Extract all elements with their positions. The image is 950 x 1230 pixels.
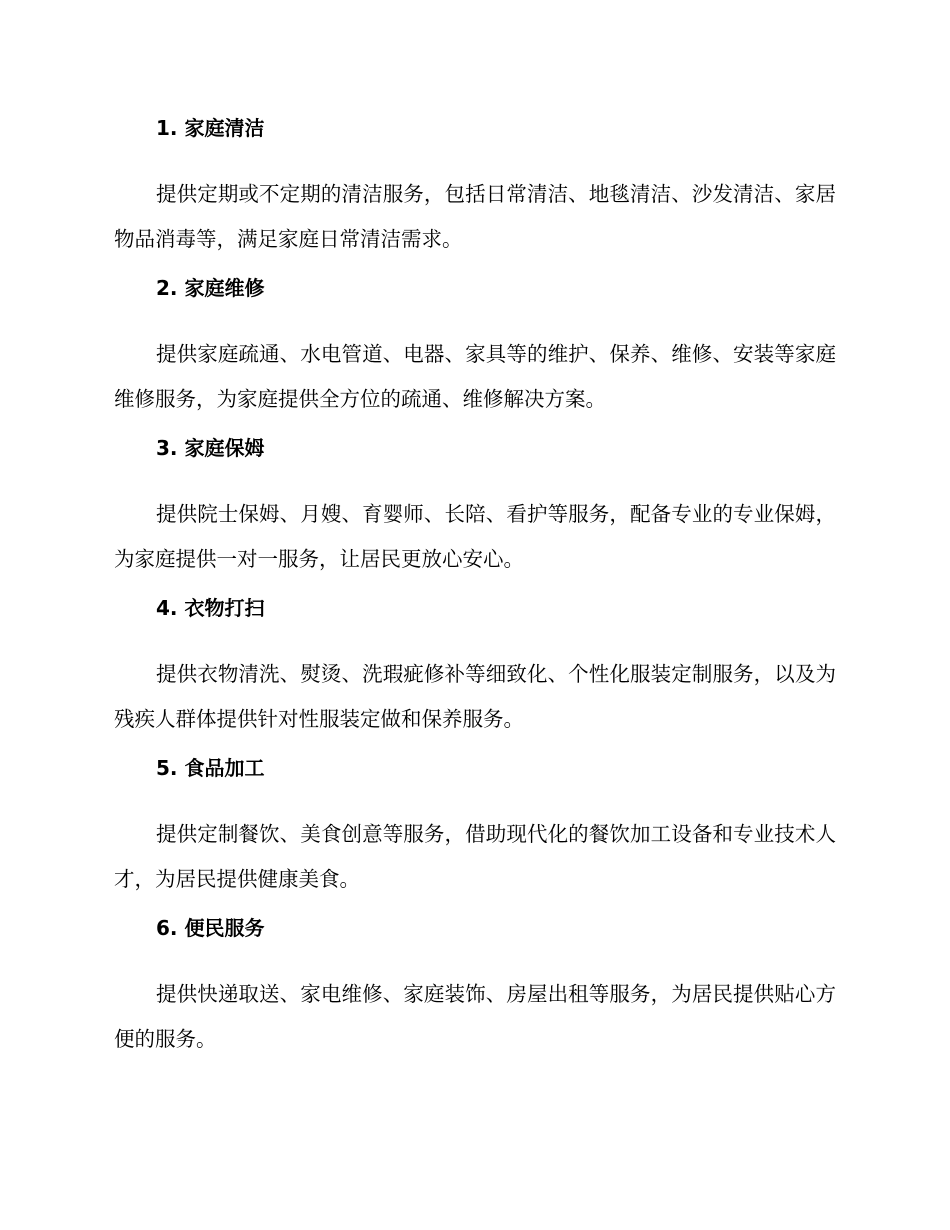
section-food-processing [114, 754, 836, 902]
section-clothing-care [114, 594, 836, 742]
section-heading: 1. 家庭清洁 [156, 116, 265, 140]
section-paragraph: 提供家庭疏通、水电管道、电器、家具等的维护、保养、维修、安装等家庭维修服务，为家庭提供全方位的疏通、维修解决方案。 [114, 342, 836, 411]
section-heading: 2. 家庭维修 [156, 276, 265, 300]
section-paragraph: 提供衣物清洗、熨烫、洗瑕疵修补等细致化、个性化服装定制服务，以及为残疾人群体提供针对性服装定做和保养服务。 [114, 662, 836, 731]
section-paragraph: 提供定制餐饮、美食创意等服务，借助现代化的餐饮加工设备和专业技术人才，为居民提供健康美食。 [114, 822, 836, 891]
section-heading: 3. 家庭保姆 [156, 436, 265, 460]
section-paragraph: 提供定期或不定期的清洁服务，包括日常清洁、地毯清洁、沙发清洁、家居物品消毒等，满足家庭日常清洁需求。 [114, 182, 836, 251]
section-paragraph: 提供快递取送、家电维修、家庭装饰、房屋出租等服务，为居民提供贴心方便的服务。 [114, 982, 836, 1051]
section-heading: 6. 便民服务 [156, 916, 265, 940]
section-heading: 5. 食品加工 [156, 756, 265, 780]
section-convenience-services [114, 914, 836, 1062]
section-home-cleaning [114, 114, 836, 262]
section-heading: 4. 衣物打扫 [156, 596, 265, 620]
section-home-nanny [114, 434, 836, 582]
section-paragraph: 提供院士保姆、月嫂、育婴师、长陪、看护等服务，配备专业的专业保姆，为家庭提供一对一服务，让居民更放心安心。 [114, 502, 836, 571]
section-home-repair [114, 274, 836, 422]
